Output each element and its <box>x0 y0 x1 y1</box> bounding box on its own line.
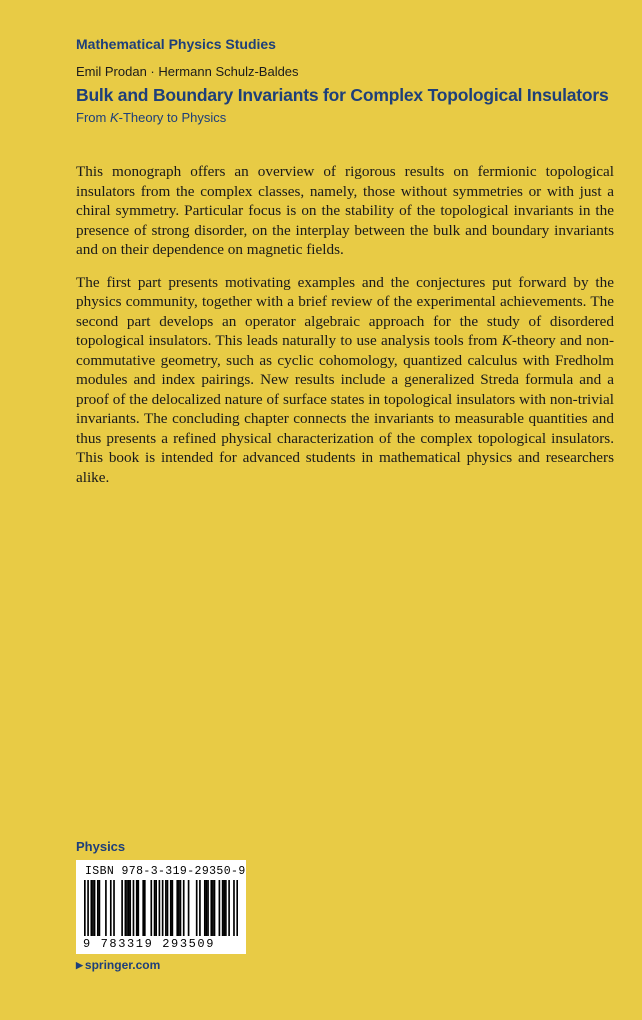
isbn-label: ISBN 978-3-319-29350-9 <box>85 865 246 878</box>
barcode-bar <box>99 880 101 936</box>
barcode-bar <box>183 880 185 936</box>
barcode-bar <box>137 880 139 936</box>
barcode-bar <box>105 880 107 936</box>
barcode-bar <box>87 880 89 936</box>
barcode-bar <box>92 880 94 936</box>
barcode-bar <box>126 880 128 936</box>
barcode-bar <box>196 880 198 936</box>
barcode-bar <box>154 880 156 936</box>
barcode-bar <box>159 880 161 936</box>
barcode-bar <box>225 880 227 936</box>
barcode-bar <box>113 880 115 936</box>
barcode-panel <box>76 860 246 954</box>
barcode-bar <box>125 880 127 936</box>
barcode-bar <box>133 880 135 936</box>
blurb-paragraph-1: This monograph offers an overview of rigorous results on fermionic topological insulators from the complex classes, namely, those without symmetries or with just a chiral symmetry. Particular focus is on the stability of the topological invariants in the presence of strong disorder, on the interplay between the bulk and boundary invariants and on their dependence on magnetic fields. <box>76 163 614 258</box>
barcode-bar <box>110 880 112 936</box>
barcode-bar <box>136 880 138 936</box>
barcode-bar <box>94 880 96 936</box>
barcode-bar <box>121 880 123 936</box>
barcode-bar <box>142 880 144 936</box>
barcode-bar <box>97 880 99 936</box>
blurb-paragraph-2-part-2: -theory and non-commutative geometry, such as cyclic cohomology, quantized calculus with Fredholm modules and index pairings. New results include a generalized Streda formula and a proof of the delocalized nature of surface states in topological insulators with non-trivial invariants. The concluding chapter connects the invariants to measurable quantities and thus presents a refined physical characterization of the complex topological insulators. This book is intended for advanced students in mathematical physics and researchers alike. <box>76 332 614 486</box>
publisher-url: springer.com <box>84 958 161 972</box>
barcode-bar <box>150 880 152 936</box>
barcode-bar <box>178 880 180 936</box>
barcode-bar <box>90 880 92 936</box>
barcode-bar <box>176 880 178 936</box>
blurb-paragraph-2-part-1: The first part presents motivating examples and the conjectures put forward by the physics community, together with a brief review of the experimental achievements. The second part develops an operator algebraic approach for the study of disordered topological insulators. This leads naturally to use analysis tools from <box>76 273 614 349</box>
authors: Emil Prodan · Hermann Schulz-Baldes <box>76 64 299 79</box>
subtitle-italic: K <box>109 110 119 125</box>
barcode-bar <box>84 880 86 936</box>
barcode-bar <box>172 880 174 936</box>
barcode-bar <box>204 880 206 936</box>
blurb <box>76 162 614 500</box>
barcode-graphic <box>84 880 238 936</box>
book-subtitle <box>76 110 226 125</box>
barcode-bar <box>165 880 167 936</box>
barcode-bar <box>162 880 164 936</box>
barcode-bar <box>180 880 182 936</box>
barcode-bar <box>233 880 235 936</box>
barcode-bar <box>144 880 146 936</box>
publisher-link[interactable] <box>76 958 160 972</box>
barcode-bar <box>129 880 131 936</box>
barcode-bar <box>236 880 238 936</box>
barcode-bar <box>167 880 169 936</box>
barcode-bar <box>199 880 201 936</box>
subtitle-prefix: From <box>76 110 110 125</box>
subtitle-rest: -Theory to Physics <box>118 110 227 125</box>
barcode-bar <box>188 880 190 936</box>
blurb-paragraph-2 <box>76 273 614 488</box>
barcode-bar <box>206 880 208 936</box>
barcode-bar <box>128 880 130 936</box>
barcode-digits: 9 783319 293509 <box>83 937 216 951</box>
barcode-bar <box>155 880 157 936</box>
barcode-bar <box>210 880 212 936</box>
series-title: Mathematical Physics Studies <box>76 36 276 52</box>
triangle-arrow-icon: ▶ <box>76 960 83 970</box>
barcode-bar <box>219 880 221 936</box>
barcode-bar <box>223 880 225 936</box>
barcode-bar <box>222 880 224 936</box>
subject-category: Physics <box>76 839 126 854</box>
book-title: Bulk and Boundary Invariants for Complex Topological Insulators <box>76 85 609 105</box>
blurb-paragraph-2-italic: K <box>501 332 512 349</box>
barcode-bar <box>214 880 216 936</box>
barcode-bar <box>228 880 230 936</box>
barcode-bar <box>170 880 172 936</box>
barcode-bar <box>212 880 214 936</box>
barcode-bar <box>207 880 209 936</box>
